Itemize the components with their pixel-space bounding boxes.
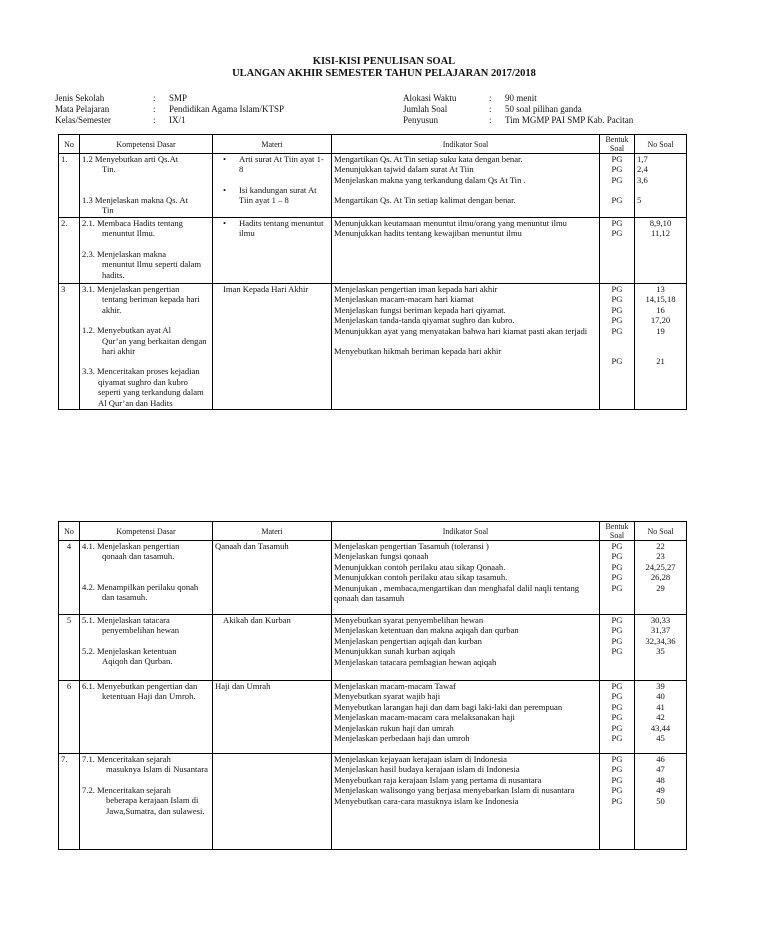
bentuk-cell: PG PG PG PG PG PG <box>600 284 635 410</box>
indikator-cell: Menunjukkan keutamaan menuntut ilmu/orang yang menuntut ilmu Menunjukkan hadits tentang kewajiban menuntut ilmu <box>332 218 600 284</box>
indikator-cell: Menyebutkan syarat penyembelihan hewan Menjelaskan ketentuan dan makna aqiqah dan qurban Menjelaskan pengertian aqiqah dan kurban Menunjukkan sunah kurban aqiqah Menjelaskan tatacara pembagian hewan aqiqah <box>332 615 600 681</box>
info-key: Mata Pelajaran <box>55 104 110 114</box>
col-bentuk: Bentuk Soal <box>600 522 635 541</box>
col-no: No <box>59 135 80 154</box>
table-header-row <box>59 522 687 541</box>
table-row <box>59 284 687 410</box>
info-value: SMP <box>169 93 188 103</box>
col-materi: Materi <box>213 135 332 154</box>
table-header-row <box>59 135 687 154</box>
kompetensi-cell: 7.1. Menceritakan sejarah masuknya Islam di Nusantara 7.2. Menceritakan sejarah beberapa kerajaan Islam di Jawa,Sumatra, dan sulawesi. <box>80 754 213 850</box>
row-no: 7. <box>59 754 80 850</box>
col-kompetensi: Kompetensi Dasar <box>80 522 213 541</box>
nosoal-cell: 46 47 48 49 50 <box>635 754 687 850</box>
table-row <box>59 754 687 850</box>
kisi-table-1 <box>58 134 687 410</box>
info-key: Jenis Sekolah <box>55 93 105 103</box>
row-no: 5 <box>59 615 80 681</box>
materi-cell: Qanaah dan Tasamuh <box>213 541 332 615</box>
row-no: 3 <box>59 284 80 410</box>
row-no: 1. <box>59 154 80 218</box>
col-no: No <box>59 522 80 541</box>
kisi-table-2 <box>58 521 687 850</box>
materi-cell <box>213 218 332 284</box>
table-row <box>59 681 687 754</box>
info-value: Pendidikan Agama Islam/KTSP <box>169 104 284 114</box>
kompetensi-cell: 5.1. Menjelaskan tatacara penyembelihan hewan 5.2. Menjelaskan ketentuan Aqiqoh dan Qurban. <box>80 615 213 681</box>
row-no: 2. <box>59 218 80 284</box>
kompetensi-cell: 3.1. Menjelaskan pengertian tentang beriman kepada hari akhir. 1.2. Menyebutkan ayat Al Qur’an yang berkaitan dengan hari akhir 3.3. Menceritakan proses kejadian qiyamat sughro dan kubro seperti yang terkandung dalam Al Qur’an dan Hadits <box>80 284 213 410</box>
info-value: 90 menit <box>505 93 537 103</box>
kompetensi-cell: 4.1. Menjelaskan pengertian qonaah dan tasamuh. 4.2. Menampilkan perilaku qonah dan tasamuh. <box>80 541 213 615</box>
row-no: 4 <box>59 541 80 615</box>
materi-cell: Iman Kepada Hari Akhir <box>213 284 332 410</box>
info-left: Jenis Sekolah : SMP Mata Pelajaran : Pendidikan Agama Islam/KTSP Kelas/Semester : IX/1 <box>55 93 284 125</box>
materi-cell: Akikah dan Kurban <box>213 615 332 681</box>
bullet-item: • Hadits tentang menuntut ilmu <box>215 218 329 239</box>
col-materi: Materi <box>213 522 332 541</box>
row-no: 6 <box>59 681 80 754</box>
document-subtitle: ULANGAN AKHIR SEMESTER TAHUN PELAJARAN 2017/2018 <box>232 68 536 79</box>
document-title: KISI-KISI PENULISAN SOAL <box>312 56 456 67</box>
nosoal-cell: 8,9,10 11,12 <box>635 218 687 284</box>
kompetensi-cell: 1.2 Menyebutkan arti Qs.At Tin. 1.3 Menjelaskan makna Qs. At Tin <box>80 154 213 218</box>
col-nosoal: No Soal <box>635 522 687 541</box>
bentuk-cell: PG PG PG PG <box>600 615 635 681</box>
col-indikator: Indikator Soal <box>332 522 600 541</box>
info-key: Kelas/Semester <box>55 115 111 125</box>
col-indikator: Indikator Soal <box>332 135 600 154</box>
bentuk-cell: PG PG PG PG PG <box>600 754 635 850</box>
nosoal-cell: 13 14,15,18 16 17,20 19 21 <box>635 284 687 410</box>
bullet-item: • Isi kandungan surat At Tiin ayat 1 – 8 <box>215 185 329 206</box>
indikator-cell: Menjelaskan pengertian Tasamuh (toleransi ) Menjelaskan fungsi qonaah Menunjukkan contoh perilaku atau sikap Qonaah. Menunjukkan contoh perilaku atau sikap tasamuh. Menunjukan , membaca,mengartikan dan menghafal dalil naqli tentang qonaah dan tasamuh <box>332 541 600 615</box>
indikator-cell: Menjelaskan kejayaan kerajaan islam di Indonesia Menjelaskan hasil budaya kerajaan islam di Indonesia Menyebutkan raja kerajaan Islam yang pertama di nusantara Menjelaskan walisongo yang berjasa menyebarkan Islam di nusantara Menyebutkan cara-cara masuknya islam ke Indonesia <box>332 754 600 850</box>
nosoal-cell: 30,33 31,37 32,34,36 35 <box>635 615 687 681</box>
col-nosoal: No Soal <box>635 135 687 154</box>
bentuk-cell: PG PG PG PG PG <box>600 541 635 615</box>
kompetensi-cell: 6.1. Menyebutkan pengertian dan ketentuan Haji dan Umroh. <box>80 681 213 754</box>
kompetensi-cell: 2.1. Membaca Hadits tentang menuntut Ilmu. 2.3. Menjelaskan makna menuntut Ilmu seperti dalam hadits. <box>80 218 213 284</box>
materi-cell <box>213 154 332 218</box>
bentuk-cell: PG PG <box>600 218 635 284</box>
info-right: Alokasi Waktu : 90 menit Jumlah Soal : 50 soal pilihan ganda Penyusun : Tim MGMP PAI SMP Kab. Pacitan <box>403 93 634 125</box>
indikator-cell: Menjelaskan pengertian iman kepada hari akhir Menjelaskan macam-macam hari kiamat Menjelaskan fungsi beriman kepada hari qiyamat. Menjelaskan tanda-tanda qiyamat sughro dan kubro. Menunjukkan ayat yang menyatakan bahwa hari kiamat pasti akan terjadi Menyebutkan hikmah beriman kepada hari akhir <box>332 284 600 410</box>
materi-cell <box>213 754 332 850</box>
nosoal-cell: 22 23 24,25,27 26,28 29 <box>635 541 687 615</box>
info-value: Tim MGMP PAI SMP Kab. Pacitan <box>505 115 634 125</box>
info-value: 50 soal pilihan ganda <box>505 104 582 114</box>
indikator-cell: Menjelaskan macam-macam Tawaf Menyebutkan syarat wajib haji Menyebutkan larangan haji dan dam bagi laki-laki dan perempuan Menjelaskan macam-macam cara melaksanakan haji Menjelaskan rukun haji dan umrah Menjelaskan perbedaan haji dan umroh <box>332 681 600 754</box>
materi-cell: Haji dan Umrah <box>213 681 332 754</box>
info-key: Alokasi Waktu <box>403 93 457 103</box>
table-row <box>59 541 687 615</box>
table-row <box>59 154 687 218</box>
nosoal-cell: 1,7 2,4 3,6 5 <box>635 154 687 218</box>
bentuk-cell: PG PG PG PG <box>600 154 635 218</box>
table-row <box>59 615 687 681</box>
bullet-item: • Arti surat At Tiin ayat 1- 8 <box>215 154 329 175</box>
nosoal-cell: 39 40 41 42 43,44 45 <box>635 681 687 754</box>
col-bentuk: Bentuk Soal <box>600 135 635 154</box>
col-kompetensi: Kompetensi Dasar <box>80 135 213 154</box>
info-key: Jumlah Soal <box>403 104 448 114</box>
indikator-cell: Mengartikan Qs. At Tin setiap suku kata dengan benar. Menunjukkan tajwid dalam surat At Tiin Menjelaskan makna yang terkandung dalam Qs At Tin . Mengartikan Qs. At Tin setiap kalimat dengan benar. <box>332 154 600 218</box>
info-value: IX/1 <box>169 115 186 125</box>
table-row <box>59 218 687 284</box>
bentuk-cell: PG PG PG PG PG PG <box>600 681 635 754</box>
info-key: Penyusun <box>403 115 439 125</box>
